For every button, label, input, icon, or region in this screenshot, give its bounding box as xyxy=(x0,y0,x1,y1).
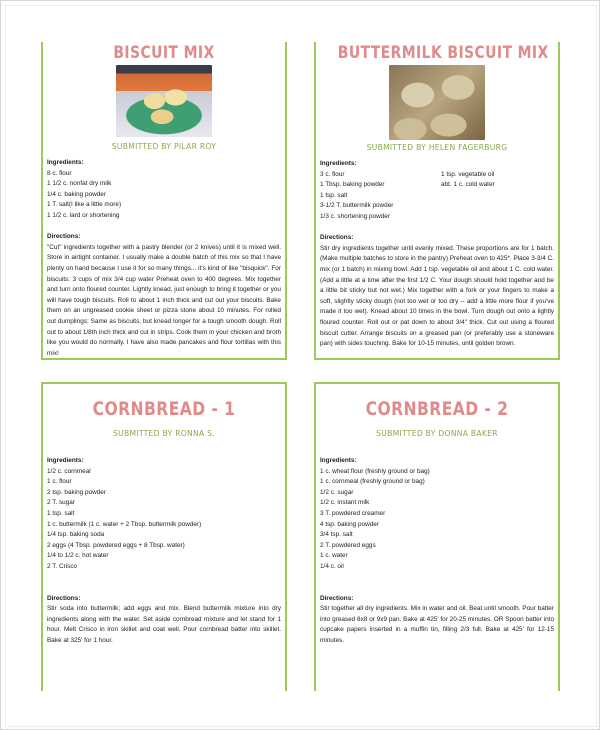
ingredients-list xyxy=(320,467,554,573)
ingredients-label: Ingredients: xyxy=(320,160,357,167)
biscuit-photo xyxy=(116,65,212,137)
submitted-by: SUBMITTED BY RONNA S. xyxy=(113,429,215,438)
recipe-card-cornbread-1 xyxy=(41,382,287,691)
ingredient-item: 4 tsp. baking powder xyxy=(320,520,379,528)
recipe-title: BISCUIT MIX xyxy=(113,43,215,63)
directions-text: Stir together all dry ingredients. Mix in water and oil. Beat until smooth. Pour batter into greased 8x8 or 9x9 pan. Bake at 425' for 20-25 minutes. OR Spoon batter into cupcake papers inserted in a muffin tin, filling 2/3 full. Bake at 425' for 12-15 minutes. xyxy=(320,605,554,644)
ingredients-list xyxy=(47,467,281,573)
recipe-body xyxy=(316,159,558,350)
ingredient-item: 1 c. buttermilk (1 c. water + 2 Tbsp. buttermilk powder) xyxy=(47,520,202,528)
ingredient-item: 3-1/2 T. buttermilk powder xyxy=(320,202,394,210)
ingredient-item: 1 c. flour xyxy=(47,478,72,486)
directions-label: Directions: xyxy=(320,594,354,602)
ingredient-item: 1 tsp. vegetable oil xyxy=(441,170,495,178)
ingredient-item: 2 T. Crisco xyxy=(47,562,78,570)
directions-label: Directions: xyxy=(320,234,354,242)
directions-text: "Cut" ingredients together with a pastry blender (or 2 knives) until it is mixed well. Store in airtight container. I usually make a double batch of this mix so that I have plenty on hand because I use it for so many things... it's kind of like "bisquick". For biscuits: 3 cups of mix 3/4 cup water Preheat oven to 400 degrees. Mix together and turn onto floured counter. Lightly knead, just enough to bring it together or you will have tough biscuits. Roll to about 1 inch thick and cut out your biscuits. Bake them on an ungreased cookie sheet or pizza stone about 10 minutes. For rolled out dumplings: Same as biscuits, but knead longer for a tough smooth dough. Roll out to about 1/8th inch thick and cut in strips. Cook them in your chicken and broth like you would do normally. I have also made pancakes and flour tortillas with this mix! xyxy=(47,243,281,357)
submitted-by: SUBMITTED BY DONNA BAKER xyxy=(376,429,498,438)
recipe-body xyxy=(43,158,285,359)
ingredient-item: 1 tsp. salt xyxy=(47,509,75,517)
directions-label: Directions: xyxy=(47,233,81,241)
recipe-title: CORNBREAD - 1 xyxy=(92,398,236,420)
recipe-title: CORNBREAD - 2 xyxy=(365,398,509,420)
recipe-card-cornbread-2 xyxy=(314,382,560,691)
recipe-body xyxy=(43,456,285,647)
ingredient-item: 1/4 c. baking powder xyxy=(47,190,106,198)
ingredients-list-col1 xyxy=(320,170,433,223)
ingredients-columns xyxy=(320,170,554,223)
recipe-card-biscuit-mix xyxy=(41,42,287,360)
directions-text: Stir dry ingredients together until evenly mixed. These proportions are for 1 batch. (Make multiple batches to store in the pantry) Preheat oven to 425*. Place 3-3/4 C. mix (or 1 batch) in mixing bowl. Add 1 tsp. vegetable oil and about 1 C. cold water. (Add a little at a time after the first 1/2 C. Your dough should hold together and be a little bit sticky but not wet.) Mix together with a fork or your fingers to make a soft, slightly sticky dough (not too wet or too dry -- add a little more flour if you've made it too wet). Knead about 10 times in the bowl. Turn dough out onto a lightly floured counter. Roll out or pat down to about 3/4" thick. Cut out using a floured biscuit cutter. Arrange biscuits on a greased pan (or preferably use a stoneware pan) with sides touching. Bake for 10-15 minutes, until golden brown. xyxy=(320,244,554,348)
submitted-by: SUBMITTED BY PILAR ROY xyxy=(111,142,217,151)
ingredient-item: 1 T. salt(I like a little more) xyxy=(47,201,122,209)
ingredient-item: 2 T. powdered eggs xyxy=(320,541,376,549)
directions-text: Stir soda into buttermilk; add eggs and mix. Blend buttermilk mixture into dry ingredients along with the water. Set aside cornbread mixture and let stand for 1 hour. Melt Crisco in iron skillet and coat well. Pour cornbread batter into skillet. Bake at 325' for 1 hour. xyxy=(47,605,281,644)
ingredients-label: Ingredients: xyxy=(47,457,84,464)
ingredient-item: 1/3 c. shortening powder xyxy=(320,212,390,220)
ingredient-item: 1/4 to 1/2 c. hot water xyxy=(47,552,109,560)
recipe-body xyxy=(316,456,558,647)
ingredients-label: Ingredients: xyxy=(47,159,84,166)
ingredient-item: 1/2 c. instant milk xyxy=(320,499,370,507)
ingredient-item: 1 c. water xyxy=(320,552,348,560)
buttermilk-biscuits-photo xyxy=(389,65,485,140)
ingredients-list-col2 xyxy=(433,170,554,223)
ingredient-item: 3/4 tsp. salt xyxy=(320,531,353,539)
ingredient-item: 2 eggs (4 Tbsp. powdered eggs + 8 Tbsp. water) xyxy=(47,541,185,549)
ingredient-item: 8 c. flour xyxy=(47,169,72,177)
ingredient-item: 1/4 tsp. baking soda xyxy=(47,531,105,539)
ingredient-item: 1/2 c. cornmeal xyxy=(47,467,91,475)
ingredient-item: 1 1/2 c. nonfat dry milk xyxy=(47,180,112,188)
submitted-by: SUBMITTED BY HELEN FAGERBURG xyxy=(366,143,508,152)
ingredient-item: 1/2 c. sugar xyxy=(320,488,354,496)
ingredients-label: Ingredients: xyxy=(320,457,357,464)
ingredient-item: 1 Tbsp. baking powder xyxy=(320,181,385,189)
recipe-title: BUTTERMILK BISCUIT MIX xyxy=(337,43,549,63)
recipe-card-buttermilk-biscuit-mix xyxy=(314,42,560,360)
ingredient-item: 3 T. powdered creamer xyxy=(320,509,386,517)
ingredient-item: 1/4 c. oil xyxy=(320,562,344,570)
ingredient-item: 2 T. sugar xyxy=(47,499,75,507)
directions-label: Directions: xyxy=(47,594,81,602)
ingredient-item: 1 c. cornmeal (freshly ground or bag) xyxy=(320,478,425,486)
ingredient-item: abt. 1 c. cold water xyxy=(441,181,495,189)
ingredient-item: 3 c. flour xyxy=(320,170,345,178)
ingredients-list xyxy=(47,169,281,222)
ingredient-item: 2 tsp. baking powder xyxy=(47,488,106,496)
ingredient-item: 1 1/2 c. lard or shortening xyxy=(47,211,120,219)
ingredient-item: 1 c. wheat flour (freshly ground or bag) xyxy=(320,467,430,475)
ingredient-item: 1 tsp. salt xyxy=(320,191,348,199)
